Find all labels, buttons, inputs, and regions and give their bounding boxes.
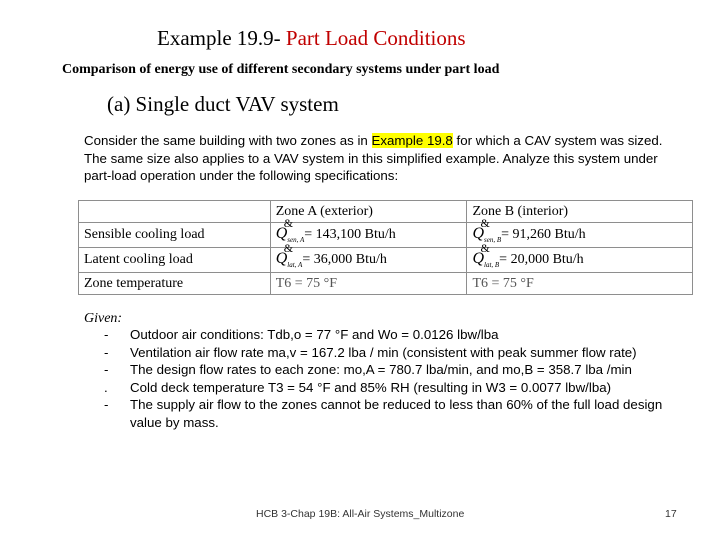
q-symbol: & $Q_{lat, B}$ (472, 241, 500, 270)
intro-after: for which a CAV system was sized. The same size also applies to a VAV system in this simplified example. Analyze this system under part-load operation under the following specifications: (84, 133, 663, 183)
table-cell: & $Q_{sen, B}= 91,260$ Btu/h (467, 223, 693, 248)
table-header-cell: Zone B (interior) (467, 201, 693, 223)
list-item (104, 344, 684, 362)
list-item-text: Cold deck temperature T3 = 54 °F and 85% RH (resulting in W3 = 0.0077 lbw/lba) (130, 379, 612, 395)
list-item (104, 361, 684, 379)
table-row (79, 273, 693, 295)
bullet-marker: - (104, 344, 109, 360)
title-prefix: Example 19.9- (157, 26, 286, 50)
bullet-marker: - (104, 327, 109, 342)
table-row (79, 223, 693, 248)
table-cell: & $Q_{lat, B}= 20,000$ Btu/h (467, 248, 693, 273)
table-row (79, 248, 693, 273)
title-accent: Part Load Conditions (285, 26, 466, 50)
q-symbol: & $Q_{sen, B}$ (472, 216, 502, 245)
list-item-text: The design flow rates to each zone: mo,A = 780.7 lba/min, and mo,B = 358.7 lba /min (130, 362, 632, 377)
intro-before: Consider the same building with two zones as in (84, 133, 372, 148)
list-item-text: Outdoor air conditions: Tdb,o = 77 °F and Wo = 0.0126 lbw/lba (130, 327, 499, 342)
q-symbol: & $Q_{sen, A}$ (275, 216, 305, 245)
row-label: Sensible cooling load (79, 223, 271, 248)
list-item-text: The supply air flow to the zones cannot be reduced to less than 60% of the full load design value by mass. (130, 397, 663, 430)
section-heading: (a) Single duct VAV system (107, 92, 339, 116)
slide-footer: HCB 3-Chap 19B: All-Air Systems_Multizone (256, 508, 465, 520)
list-item (104, 396, 684, 431)
row-label: Latent cooling load (79, 248, 271, 273)
bullet-marker: . (104, 379, 108, 395)
list-item-text: Ventilation air flow rate ma,v = 167.2 lba / min (consistent with peak summer flow rate) (130, 344, 637, 360)
table-cell: T6 = 75 °F (467, 273, 693, 295)
page-title (157, 26, 466, 51)
example-reference-highlight: Example 19.8 (371, 133, 453, 148)
table-header-cell: Zone A (exterior) (270, 201, 467, 223)
list-item (104, 379, 684, 397)
bullet-marker: - (104, 362, 109, 377)
table-header-cell (79, 201, 271, 223)
table-cell: & $Q_{sen, A}= 143,100$ Btu/h (270, 223, 467, 248)
q-symbol: & $Q_{lat, A}$ (275, 241, 303, 270)
row-label: Zone temperature (79, 273, 271, 295)
subtitle: Comparison of energy use of different secondary systems under part load (62, 62, 500, 77)
given-list (104, 326, 684, 431)
table-cell: & $Q_{lat, A}= 36,000$ Btu/h (270, 248, 467, 273)
intro-paragraph (84, 132, 674, 185)
table-cell: T6 = 75 °F (270, 273, 467, 295)
specification-table (78, 200, 693, 295)
page-number: 17 (665, 508, 677, 520)
table-header-row (79, 201, 693, 223)
bullet-marker: - (104, 397, 109, 412)
given-label: Given: (84, 311, 123, 326)
list-item (104, 326, 684, 344)
